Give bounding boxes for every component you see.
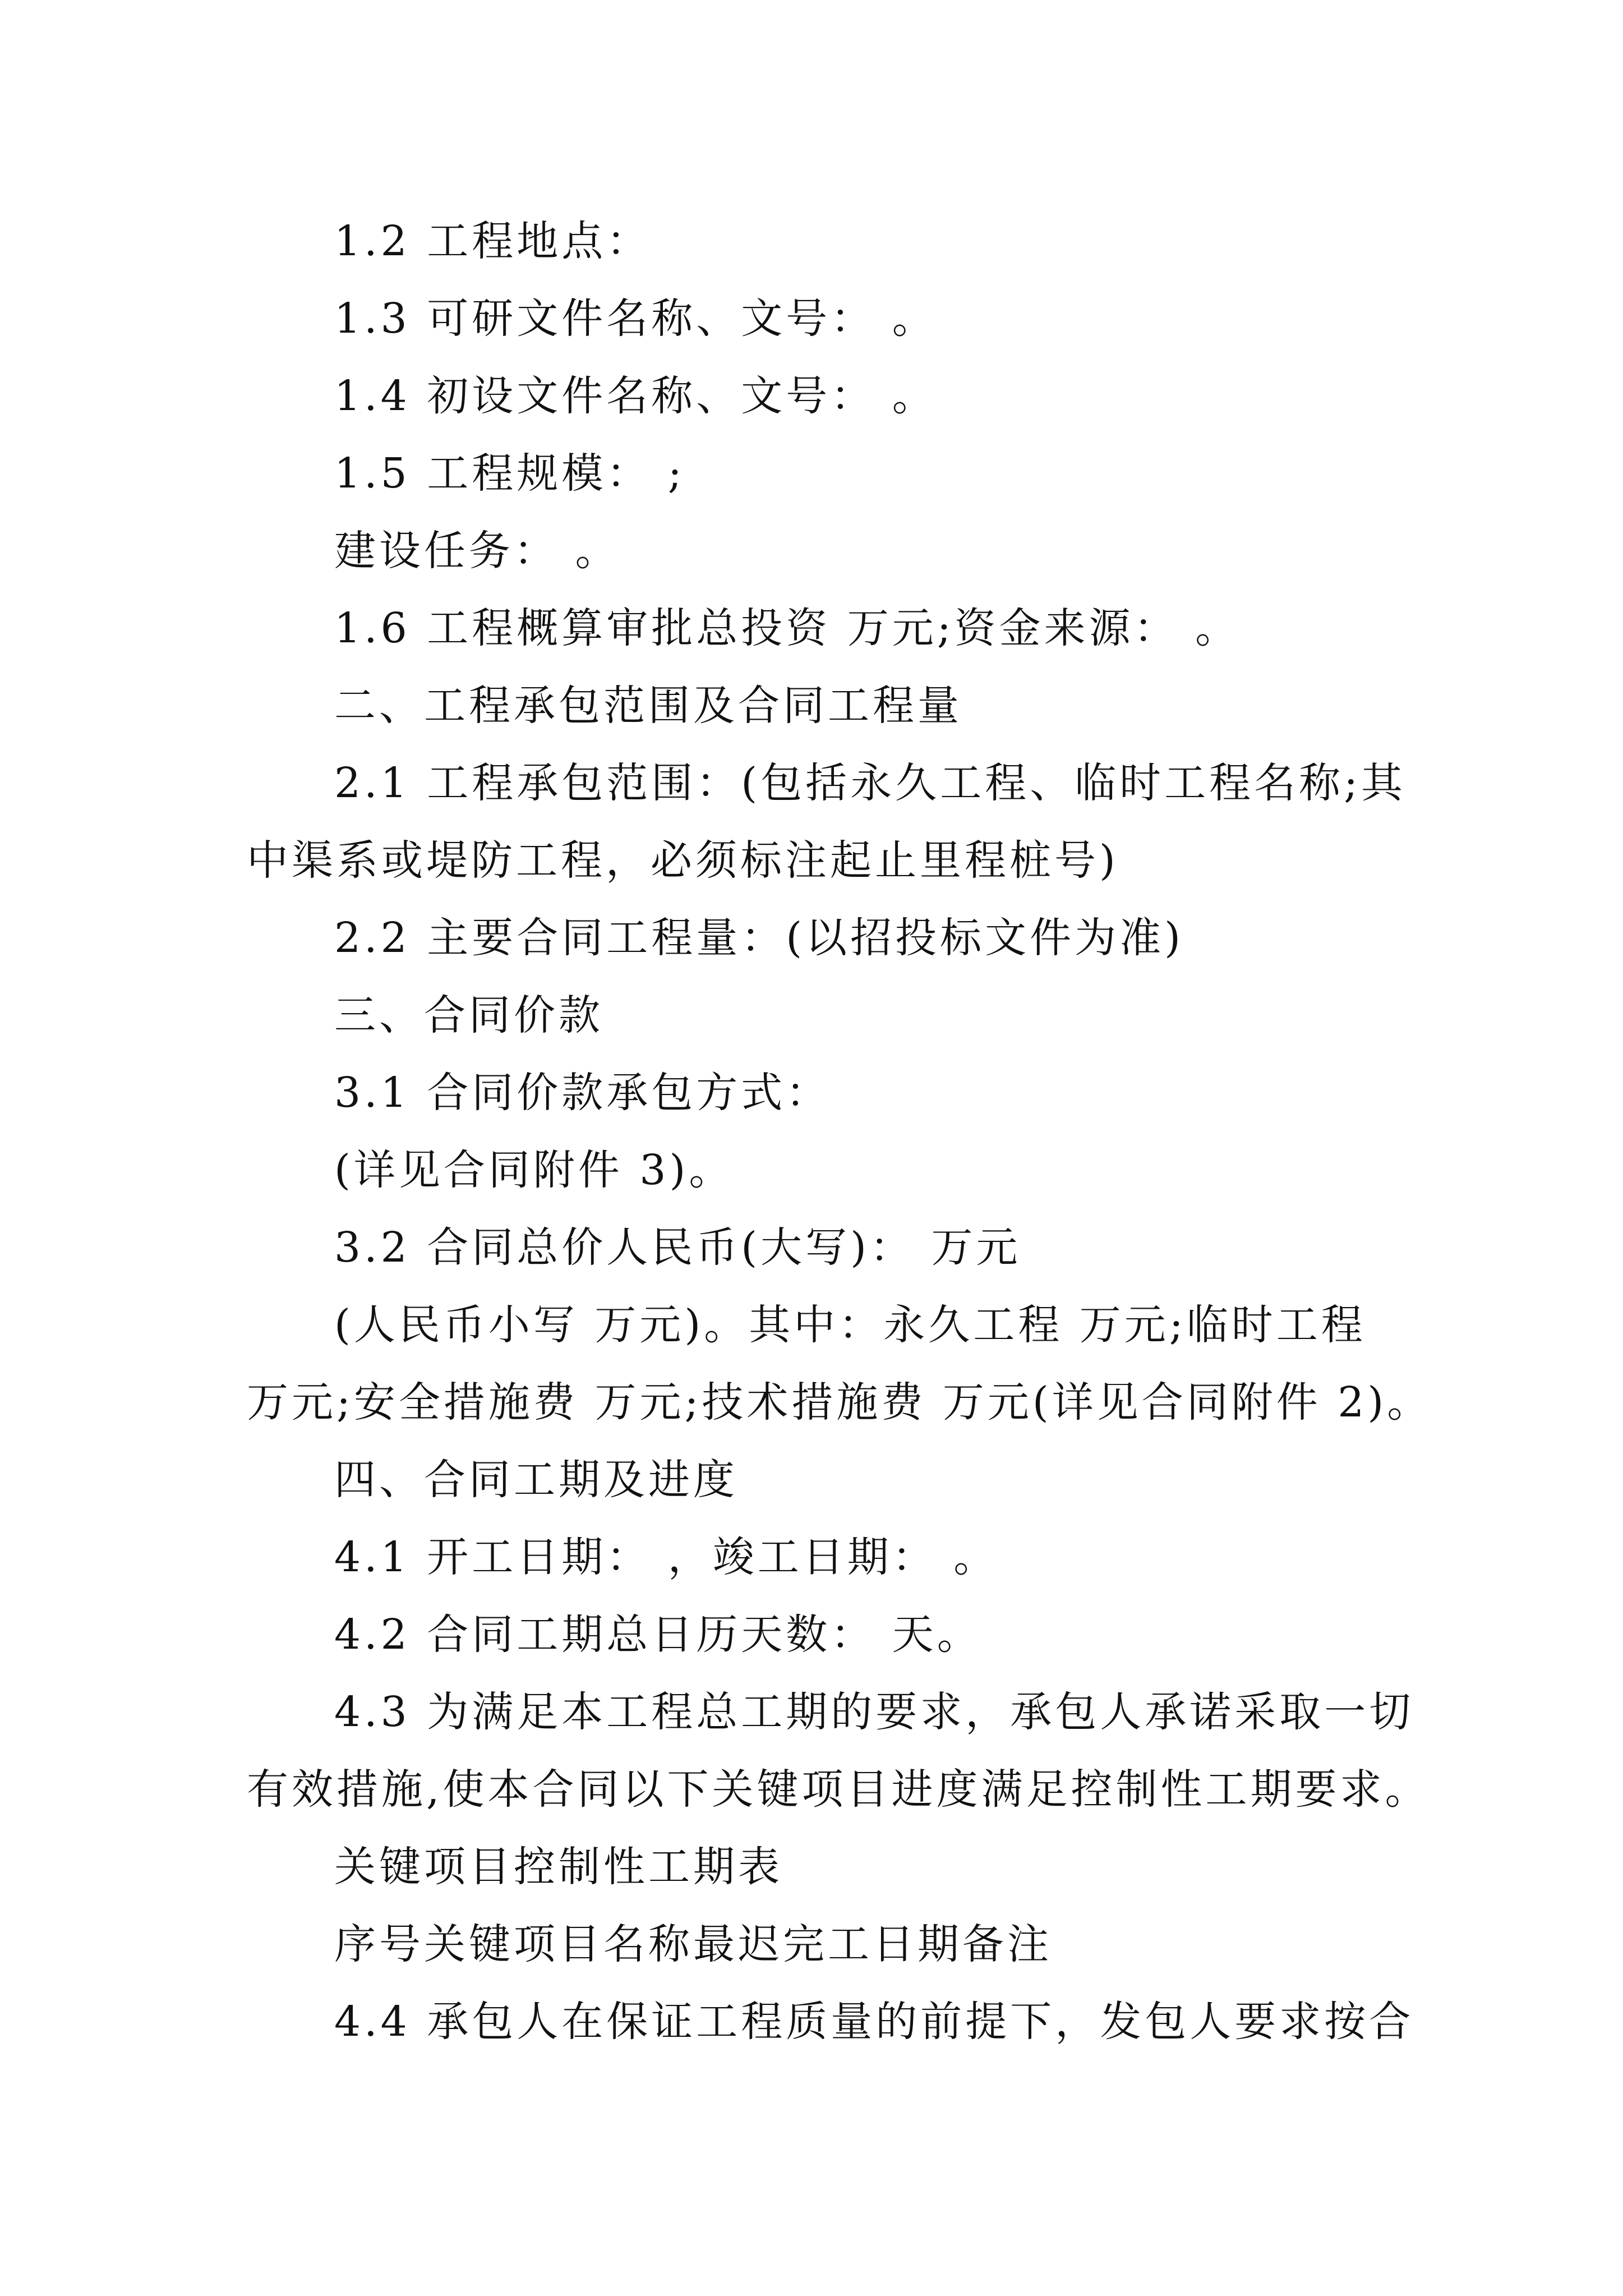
clause-1-5: 1.5 工程规模： ; bbox=[334, 449, 685, 498]
clause-1-3: 1.3 可研文件名称、文号： 。 bbox=[334, 295, 937, 343]
construction-task: 建设任务： 。 bbox=[334, 527, 620, 575]
clause-3-1-note: (详见合同附件 3)。 bbox=[334, 1146, 734, 1194]
clause-2-2: 2.2 主要合同工程量：(以招投标文件为准) bbox=[334, 914, 1184, 962]
schedule-table-header: 序号关键项目名称最迟完工日期备注 bbox=[334, 1920, 1052, 1968]
section-heading-3: 三、合同价款 bbox=[334, 991, 603, 1039]
clause-4-1: 4.1 开工日期： ，竣工日期： 。 bbox=[334, 1533, 999, 1581]
clause-3-2: 3.2 合同总价人民币(大写)： 万元 bbox=[334, 1223, 1021, 1272]
clause-4-2: 4.2 合同工期总日历天数： 天。 bbox=[334, 1611, 982, 1659]
clause-2-1: 2.1 工程承包范围：(包括永久工程、临时工程名称;其 bbox=[334, 759, 1407, 807]
clause-3-1: 3.1 合同价款承包方式： bbox=[334, 1069, 831, 1117]
schedule-table-title: 关键项目控制性工期表 bbox=[334, 1843, 783, 1891]
clause-1-6: 1.6 工程概算审批总投资 万元;资金来源： 。 bbox=[334, 604, 1241, 652]
clause-3-2-continued: 万元;安全措施费 万元;技术措施费 万元(详见合同附件 2)。 bbox=[247, 1378, 1432, 1427]
clause-4-3: 4.3 为满足本工程总工期的要求，承包人承诺采取一切 bbox=[334, 1688, 1414, 1736]
section-heading-2: 二、工程承包范围及合同工程量 bbox=[334, 682, 962, 730]
clause-2-1-continued: 中渠系或堤防工程，必须标注起止里程桩号) bbox=[247, 836, 1119, 885]
clause-1-2: 1.2 工程地点： bbox=[334, 217, 652, 265]
clause-1-4: 1.4 初设文件名称、文号： 。 bbox=[334, 372, 937, 420]
section-heading-4: 四、合同工期及进度 bbox=[334, 1456, 738, 1504]
clause-4-4: 4.4 承包人在保证工程质量的前提下，发包人要求按合 bbox=[334, 1998, 1414, 2046]
clause-4-3-continued: 有效措施,使本合同以下关键项目进度满足控制性工期要求。 bbox=[247, 1765, 1430, 1814]
clause-3-2-detail: (人民币小写 万元)。其中：永久工程 万元;临时工程 bbox=[334, 1301, 1366, 1349]
